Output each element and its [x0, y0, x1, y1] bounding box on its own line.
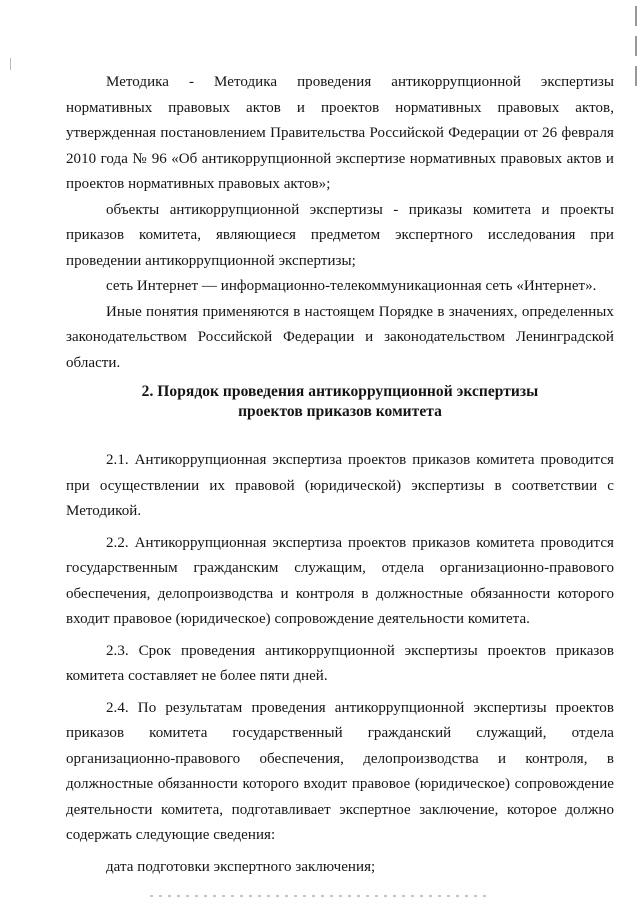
- scan-edge-marks: [634, 0, 638, 120]
- paragraph-expertise-objects: объекты антикоррупционной экспертизы - приказы комитета и проекты приказов комитета, являющиеся предметом экспертного исследования при проведении антикоррупционной экспертизы;: [66, 201, 614, 269]
- paragraph-other-terms: Иные понятия применяются в настоящем Порядке в значениях, определенных законодательством Российской Федерации и законодательством Ленинградской области.: [66, 303, 614, 371]
- section-heading: [66, 382, 614, 422]
- paragraph-2-3: 2.3. Срок проведения антикоррупционной экспертизы проектов приказов комитета составляет не более пяти дней.: [66, 642, 614, 684]
- section-heading-line-2: проектов приказов комитета: [238, 403, 442, 420]
- scan-mark: [10, 58, 11, 70]
- paragraph-conclusion-date: дата подготовки экспертного заключения;: [106, 858, 376, 875]
- paragraph-2-2: 2.2. Антикоррупционная экспертиза проектов приказов комитета проводится государственным гражданским служащим, отдела организационно-правового обеспечения, делопроизводства и контроля в должностные обязанности которого входит правовое (юридическое) сопровождение деятельности комитета.: [66, 534, 614, 627]
- paragraph-2-4: 2.4. По результатам проведения антикоррупционной экспертизы проектов приказов комитета государственный гражданский служащий, отдела организационно-правового обеспечения, делопроизводства и контроля, в должностные обязанности которого входит правовое (юридическое) сопровождение деятельности комитета, подготавливает экспертное заключение, которое должно содержать следующие сведения:: [66, 699, 614, 843]
- paragraph-internet-definition: сеть Интернет — информационно-телекоммуникационная сеть «Интернет».: [106, 278, 597, 294]
- scan-bottom-artifact: [150, 895, 490, 897]
- section-heading-line-1: 2. Порядок проведения антикоррупционной экспертизы: [141, 383, 539, 400]
- paragraph-methodology-definition: Методика - Методика проведения антикоррупционной экспертизы нормативных правовых актов и проектов нормативных правовых актов, утвержденная постановлением Правительства Российской Федерации от 26 февраля 2010 года № 96 «Об антикоррупционной экспертизе нормативных правовых актов и проектов нормативных правовых актов»;: [66, 74, 614, 192]
- paragraph-2-1: 2.1. Антикоррупционная экспертиза проектов приказов комитета проводится при осуществлении их правовой (юридической) экспертизы в соответствии с Методикой.: [66, 452, 614, 519]
- document-body: [66, 70, 614, 880]
